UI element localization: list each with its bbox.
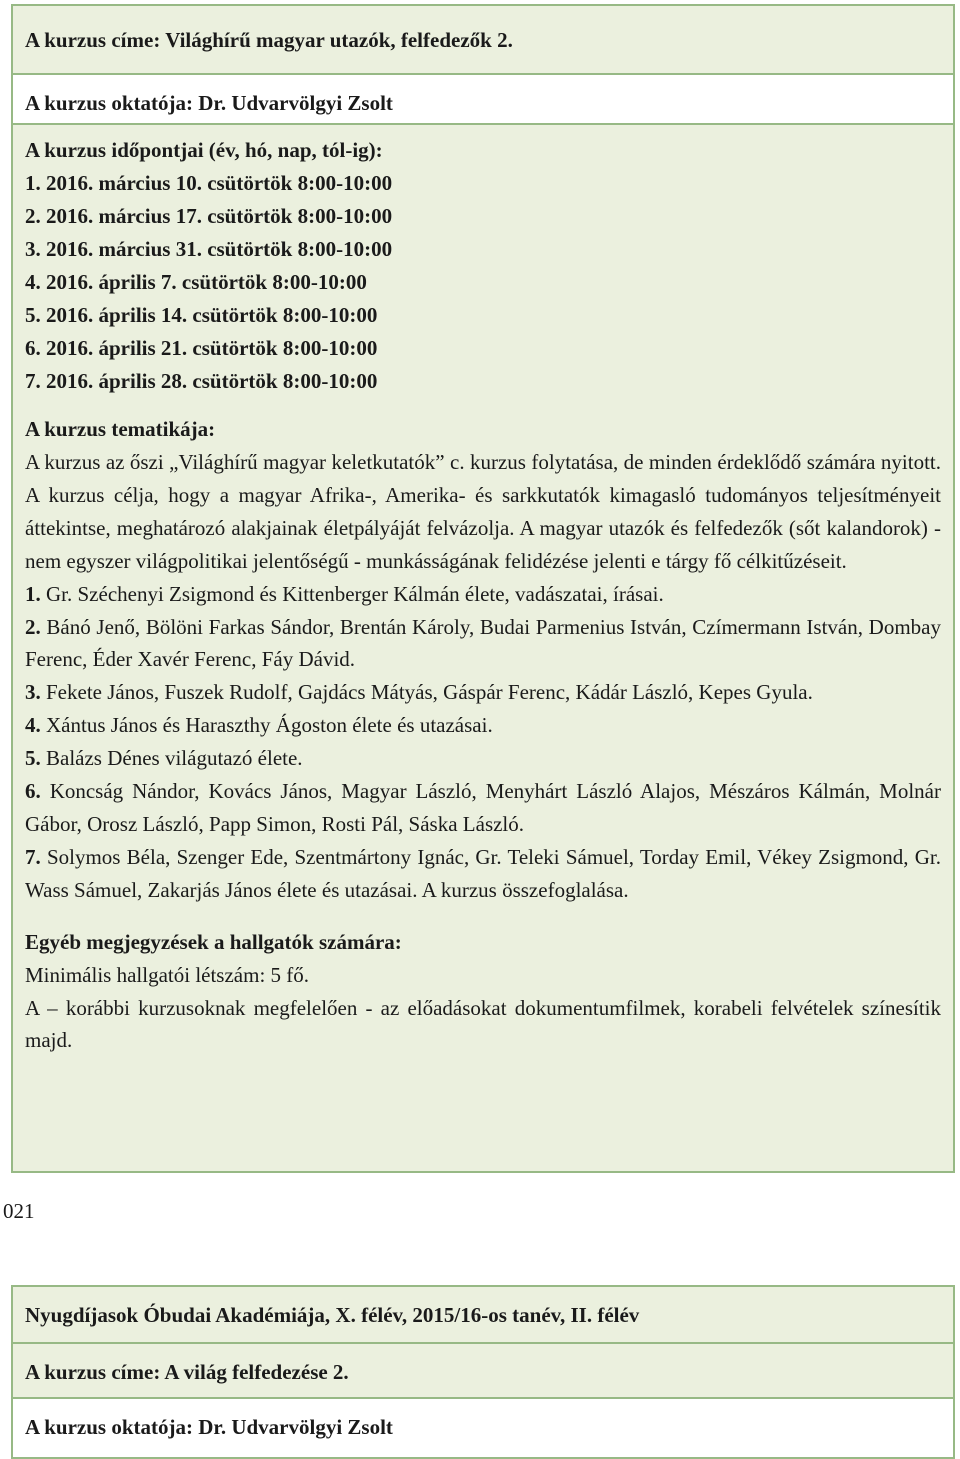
topic-number: 4. (25, 713, 41, 738)
course-instructor: A kurzus oktatója: Dr. Udvarvölgyi Zsolt (25, 1415, 393, 1439)
topic-text: Koncság Nándor, Kovács János, Magyar László, Menyhárt László Alajos, Mészáros Kálmán, Molnár Gábor, Orosz László, Papp Simon, Rosti Pál, Sáska László. (25, 779, 941, 836)
course-body-row (13, 123, 953, 1171)
course-table-1 (11, 4, 955, 1173)
course-instructor-row (13, 1397, 953, 1457)
topic-item (25, 775, 941, 841)
note-item: A – korábbi kurzusoknak megfelelően - az előadásokat dokumentumfilmek, korabeli felvételek színesítik majd. (25, 995, 941, 1052)
course-title-row (13, 1342, 953, 1397)
course-instructor-row (13, 73, 953, 123)
page-number: 021 (3, 1199, 35, 1223)
schedule-item: 4. 2016. április 7. csütörtök 8:00-10:00 (25, 270, 367, 294)
schedule-item: 1. 2016. március 10. csütörtök 8:00-10:00 (25, 171, 393, 195)
topic-item (25, 841, 941, 907)
theme-paragraph: A kurzus az őszi „Világhírű magyar keletkutatók” c. kurzus folytatása, de minden érdeklődő számára nyitott. A kurzus célja, hogy a magyar Afrika-, Amerika- és sarkkutatók kimagasló tudományos teljesítményeit áttekintse, meghatározó alakjainak életpályáját felvázolja. A magyar utazók és felfedezők (sőt kalandorok) - nem egyszer világpolitikai jelentőségű - munkásságának felidézése jelenti e tárgy fő célkitűzéseit. (25, 450, 941, 573)
topic-number: 6. (25, 779, 41, 804)
schedule-item: 2. 2016. március 17. csütörtök 8:00-10:00 (25, 204, 393, 228)
topic-text: Gr. Széchenyi Zsigmond és Kittenberger Kálmán élete, vadászatai, írásai. (40, 581, 664, 606)
course-title: A kurzus címe: A világ felfedezése 2. (25, 1360, 349, 1384)
topic-item (25, 611, 941, 677)
topic-text: Bánó Jenő, Bölöni Farkas Sándor, Brentán Károly, Budai Parmenius István, Czímermann István, Dombay Ferenc, Éder Xavér Ferenc, Fáy Dávid. (25, 614, 941, 672)
topic-text: Solymos Béla, Szenger Ede, Szentmártony Ignác, Gr. Teleki Sámuel, Torday Emil, Vékey Zsigmond, Gr. Wass Sámuel, Zakarjás János élete és utazásai. A kurzus összefoglalása. (25, 844, 941, 902)
topic-item (25, 709, 941, 742)
topic-text: Fekete János, Fuszek Rudolf, Gajdács Mátyás, Gáspár Ferenc, Kádár László, Kepes Gyula. (40, 680, 813, 705)
topic-item (25, 742, 941, 775)
topic-number: 7. (25, 844, 41, 869)
topic-number: 1. (25, 581, 41, 606)
note-item: Minimális hallgatói létszám: 5 fő. (25, 962, 310, 987)
theme-heading: A kurzus tematikája: (25, 417, 216, 441)
topic-number: 5. (25, 746, 41, 771)
schedule-item: 6. 2016. április 21. csütörtök 8:00-10:00 (25, 336, 378, 360)
course-table-2 (11, 1285, 955, 1459)
course-title: A kurzus címe: Világhírű magyar utazók, felfedezők 2. (25, 28, 513, 52)
course-instructor: A kurzus oktatója: Dr. Udvarvölgyi Zsolt (25, 91, 393, 115)
topic-number: 3. (25, 680, 41, 705)
topic-text: Balázs Dénes világutazó élete. (40, 746, 303, 771)
schedule-item: 5. 2016. április 14. csütörtök 8:00-10:00 (25, 303, 378, 327)
schedule-item: 3. 2016. március 31. csütörtök 8:00-10:00 (25, 237, 393, 261)
course-title-row (13, 6, 953, 73)
topic-item (25, 578, 941, 611)
institution-title: Nyugdíjasok Óbudai Akadémiája, X. félév, 2015/16-os tanév, II. félév (25, 1303, 640, 1327)
notes-heading: Egyéb megjegyzések a hallgatók számára: (25, 929, 402, 954)
topic-number: 2. (25, 614, 41, 639)
topic-text: Xántus János és Haraszthy Ágoston élete és utazásai. (40, 713, 493, 738)
schedule-heading: A kurzus időpontjai (év, hó, nap, tól-ig): (25, 138, 383, 162)
topic-item (25, 676, 941, 709)
institution-row (13, 1287, 953, 1342)
schedule-list (25, 167, 941, 398)
topic-list (25, 578, 941, 907)
schedule-item: 7. 2016. április 28. csütörtök 8:00-10:00 (25, 369, 378, 393)
